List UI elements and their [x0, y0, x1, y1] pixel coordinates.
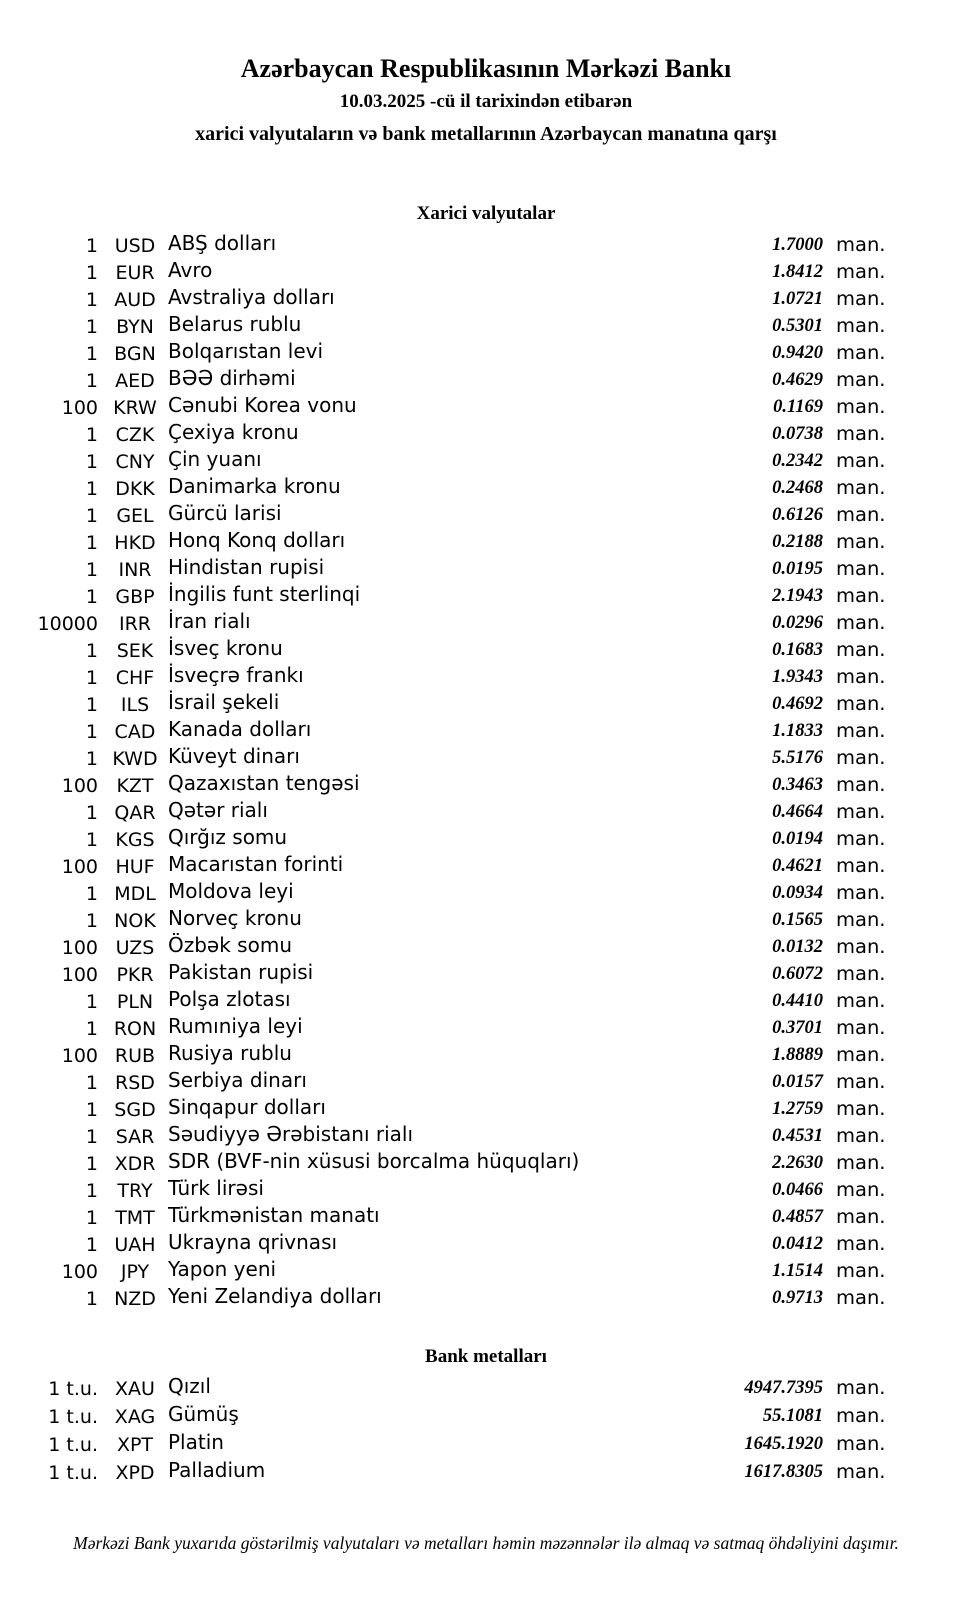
currency-code-cell: EUR: [115, 262, 155, 284]
unit-label-cell: man.: [836, 1232, 886, 1255]
rate-row: [0, 690, 890, 717]
currency-name-cell: Səudiyyə Ərəbistanı rialı: [168, 1122, 414, 1146]
currency-code-cell: HUF: [115, 856, 155, 878]
rate-row: [0, 663, 890, 690]
rate-row: [0, 312, 890, 339]
quantity-cell: 1: [85, 505, 98, 527]
rate-row: [0, 1230, 890, 1257]
unit-label-cell: man.: [836, 773, 886, 796]
quantity-cell: 1: [85, 235, 98, 257]
unit-label-cell: man.: [836, 746, 886, 769]
currency-name-cell: Pakistan rupisi: [168, 960, 314, 984]
currency-name-cell: Gürcü larisi: [168, 501, 282, 525]
currency-code-cell: SEK: [116, 640, 154, 662]
unit-label-cell: man.: [836, 1151, 886, 1174]
quantity-cell: 1: [85, 991, 98, 1013]
unit-label-cell: man.: [836, 1124, 886, 1147]
rate-value-cell: 1.2759: [772, 1099, 823, 1119]
currency-name-cell: Cənubi Korea vonu: [168, 393, 357, 417]
quantity-cell: 1: [85, 586, 98, 608]
unit-label-cell: man.: [836, 1376, 886, 1399]
currency-name-cell: Sinqapur dolları: [168, 1095, 326, 1119]
unit-label-cell: man.: [836, 800, 886, 823]
quantity-cell: 1: [85, 667, 98, 689]
rate-value-cell: 0.0412: [772, 1234, 823, 1254]
unit-label-cell: man.: [836, 341, 886, 364]
rate-row: [0, 771, 890, 798]
currency-name-cell: Moldova leyi: [168, 879, 294, 903]
rate-row: [0, 1402, 890, 1430]
rate-row: [0, 609, 890, 636]
rate-value-cell: 0.4664: [772, 802, 823, 822]
rate-value-cell: 55.1081: [762, 1406, 823, 1426]
rate-value-cell: 1.1833: [772, 721, 823, 741]
currency-name-cell: Türkmənistan manatı: [168, 1203, 380, 1227]
quantity-cell: 1: [85, 1018, 98, 1040]
rate-row: [0, 366, 890, 393]
unit-label-cell: man.: [836, 1404, 886, 1427]
currency-code-cell: CHF: [115, 667, 155, 689]
currency-name-cell: İsveç kronu: [168, 636, 283, 660]
rate-value-cell: 1.9343: [772, 667, 823, 687]
unit-label-cell: man.: [836, 854, 886, 877]
rate-row: [0, 717, 890, 744]
rate-value-cell: 0.5301: [772, 316, 823, 336]
currencies-section-title: Xarici valyutalar: [416, 203, 556, 224]
rate-value-cell: 0.4621: [772, 856, 823, 876]
rate-value-cell: 0.4857: [772, 1207, 823, 1227]
currency-code-cell: CZK: [115, 424, 155, 446]
rate-value-cell: 0.1683: [772, 640, 823, 660]
rate-value-cell: 0.3463: [772, 775, 823, 795]
rate-value-cell: 0.0738: [772, 424, 823, 444]
unit-label-cell: man.: [836, 638, 886, 661]
rate-value-cell: 0.4531: [772, 1126, 823, 1146]
rate-value-cell: 0.6072: [772, 964, 823, 984]
rate-value-cell: 2.1943: [772, 586, 823, 606]
currency-name-cell: SDR (BVF-nin xüsusi borcalma hüquqları): [168, 1149, 580, 1173]
currency-code-cell: KRW: [113, 397, 157, 419]
currency-code-cell: SGD: [114, 1099, 156, 1121]
currency-code-cell: BYN: [116, 316, 154, 338]
rate-row: [0, 1041, 890, 1068]
rate-row: [0, 447, 890, 474]
currency-code-cell: PKR: [116, 964, 154, 986]
currency-code-cell: SAR: [115, 1126, 155, 1148]
currency-name-cell: Türk lirəsi: [168, 1176, 264, 1200]
effective-date: 10.03.2025 -cü il tarixindən etibarən: [339, 91, 633, 112]
quantity-cell: 1: [85, 343, 98, 365]
quantity-cell: 1: [85, 289, 98, 311]
rate-row: [0, 744, 890, 771]
bulletin-header: [0, 0, 972, 146]
unit-label-cell: man.: [836, 1432, 886, 1455]
currency-name-cell: Polşa zlotası: [168, 987, 291, 1011]
currency-name-cell: Qırğız somu: [168, 825, 288, 849]
rate-row: [0, 285, 890, 312]
rate-value-cell: 0.2342: [772, 451, 823, 471]
unit-label-cell: man.: [836, 1097, 886, 1120]
currency-code-cell: INR: [118, 559, 152, 581]
quantity-cell: 1: [85, 262, 98, 284]
quantity-cell: 1: [85, 451, 98, 473]
currency-code-cell: KGS: [115, 829, 155, 851]
rate-value-cell: 0.0194: [772, 829, 823, 849]
metals-section-title: Bank metalları: [425, 1346, 547, 1367]
currency-name-cell: Qızıl: [168, 1374, 211, 1398]
rate-row: [0, 987, 890, 1014]
unit-label-cell: man.: [836, 422, 886, 445]
unit-label-cell: man.: [836, 719, 886, 742]
rate-row: [0, 420, 890, 447]
currency-code-cell: USD: [114, 235, 156, 257]
rate-value-cell: 5.5176: [772, 748, 823, 768]
rate-row: [0, 825, 890, 852]
currency-code-cell: XPD: [115, 1462, 155, 1484]
currencies-section: [0, 202, 972, 1311]
rate-value-cell: 1.8889: [772, 1045, 823, 1065]
rate-row: [0, 393, 890, 420]
rate-row: [0, 879, 890, 906]
unit-label-cell: man.: [836, 449, 886, 472]
currency-name-cell: Serbiya dinarı: [168, 1068, 307, 1092]
quantity-cell: 1: [85, 559, 98, 581]
currency-code-cell: GBP: [115, 586, 155, 608]
rate-value-cell: 1.1514: [772, 1261, 823, 1281]
unit-label-cell: man.: [836, 503, 886, 526]
quantity-cell: 1: [85, 748, 98, 770]
currency-name-cell: Avro: [168, 258, 213, 282]
currency-code-cell: IRR: [118, 613, 151, 635]
unit-label-cell: man.: [836, 1205, 886, 1228]
rate-row: [0, 798, 890, 825]
disclaimer-text: Mərkəzi Bank yuxarıda göstərilmiş valyutaları və metalları həmin məzənnələr ilə almaq və satmaq öhdəliyini daşımır.: [73, 1533, 899, 1553]
rate-row: [0, 1095, 890, 1122]
currency-code-cell: UZS: [115, 937, 155, 959]
quantity-cell: 1: [85, 802, 98, 824]
currency-name-cell: Rumıniya leyi: [168, 1014, 303, 1038]
quantity-cell: 1: [85, 1234, 98, 1256]
rate-row: [0, 474, 890, 501]
rate-row: [0, 1203, 890, 1230]
quantity-cell: 100: [61, 856, 98, 878]
currency-code-cell: CAD: [114, 721, 156, 743]
rate-value-cell: 0.6126: [772, 505, 823, 525]
currency-code-cell: AED: [115, 370, 155, 392]
unit-label-cell: man.: [836, 233, 886, 256]
quantity-cell: 1: [85, 1099, 98, 1121]
rate-row: [0, 501, 890, 528]
rate-row: [0, 1430, 890, 1458]
quantity-cell: 1: [85, 1180, 98, 1202]
metals-section: [0, 1345, 972, 1486]
currency-name-cell: Yeni Zelandiya dolları: [168, 1284, 382, 1308]
currency-code-cell: GEL: [116, 505, 154, 527]
currency-code-cell: RSD: [115, 1072, 155, 1094]
unit-label-cell: man.: [836, 962, 886, 985]
currency-code-cell: NOK: [114, 910, 156, 932]
currency-code-cell: KZT: [116, 775, 154, 797]
quantity-cell: 100: [61, 397, 98, 419]
rate-value-cell: 1.7000: [772, 235, 823, 255]
rate-value-cell: 0.9713: [772, 1288, 823, 1308]
rate-row: [0, 1014, 890, 1041]
currency-code-cell: ILS: [120, 694, 150, 716]
rate-value-cell: 0.1565: [772, 910, 823, 930]
currency-code-cell: QAR: [114, 802, 156, 824]
quantity-cell: 1: [85, 370, 98, 392]
rate-row: [0, 1068, 890, 1095]
rate-value-cell: 0.2188: [772, 532, 823, 552]
currency-name-cell: Norveç kronu: [168, 906, 302, 930]
rate-value-cell: 0.3701: [772, 1018, 823, 1038]
currency-code-cell: PLN: [116, 991, 154, 1013]
quantity-cell: 1 t.u.: [48, 1406, 98, 1428]
currency-code-cell: TRY: [117, 1180, 153, 1202]
rate-row: [0, 1458, 890, 1486]
rate-value-cell: 1617.8305: [744, 1462, 823, 1482]
rate-row: [0, 1374, 890, 1402]
rate-value-cell: 0.4692: [772, 694, 823, 714]
rate-value-cell: 0.0132: [772, 937, 823, 957]
rate-value-cell: 0.0296: [772, 613, 823, 633]
currency-code-cell: DKK: [115, 478, 155, 500]
rate-value-cell: 1.0721: [772, 289, 823, 309]
quantity-cell: 1: [85, 532, 98, 554]
currency-name-cell: Honq Konq dolları: [168, 528, 346, 552]
rate-value-cell: 0.0157: [772, 1072, 823, 1092]
quantity-cell: 10000: [37, 613, 98, 635]
quantity-cell: 1: [85, 478, 98, 500]
currency-name-cell: Macarıstan forinti: [168, 852, 344, 876]
quantity-cell: 1: [85, 1288, 98, 1310]
unit-label-cell: man.: [836, 1286, 886, 1309]
rate-value-cell: 0.0195: [772, 559, 823, 579]
currency-code-cell: BGN: [114, 343, 156, 365]
quantity-cell: 1: [85, 910, 98, 932]
currency-name-cell: Hindistan rupisi: [168, 555, 325, 579]
currency-name-cell: Gümüş: [168, 1402, 239, 1426]
currencies-table: [0, 231, 890, 1311]
rate-value-cell: 0.0466: [772, 1180, 823, 1200]
quantity-cell: 100: [61, 1261, 98, 1283]
unit-label-cell: man.: [836, 1259, 886, 1282]
quantity-cell: 1: [85, 1126, 98, 1148]
currency-name-cell: İran rialı: [168, 609, 251, 633]
currency-name-cell: Qazaxıstan tengəsi: [168, 771, 360, 795]
currency-code-cell: XDR: [114, 1153, 156, 1175]
quantity-cell: 100: [61, 1045, 98, 1067]
unit-label-cell: man.: [836, 611, 886, 634]
unit-label-cell: man.: [836, 908, 886, 931]
quantity-cell: 100: [61, 937, 98, 959]
quantity-cell: 1: [85, 640, 98, 662]
rate-row: [0, 555, 890, 582]
rate-value-cell: 0.1169: [773, 397, 823, 417]
rate-row: [0, 1284, 890, 1311]
currency-code-cell: XAU: [115, 1378, 155, 1400]
currency-name-cell: Rusiya rublu: [168, 1041, 292, 1065]
rate-row: [0, 582, 890, 609]
rate-value-cell: 0.4410: [772, 991, 823, 1011]
currency-name-cell: Belarus rublu: [168, 312, 302, 336]
page-subtitle: xarici valyutaların və bank metallarının Azərbaycan manatına qarşı: [195, 123, 777, 145]
currency-name-cell: Palladium: [168, 1458, 266, 1482]
currency-name-cell: ABŞ dolları: [168, 231, 277, 255]
unit-label-cell: man.: [836, 476, 886, 499]
rate-value-cell: 2.2630: [772, 1153, 823, 1173]
rate-value-cell: 0.0934: [772, 883, 823, 903]
unit-label-cell: man.: [836, 665, 886, 688]
currency-name-cell: Danimarka kronu: [168, 474, 341, 498]
quantity-cell: 1: [85, 829, 98, 851]
unit-label-cell: man.: [836, 314, 886, 337]
currency-code-cell: NZD: [114, 1288, 156, 1310]
unit-label-cell: man.: [836, 827, 886, 850]
quantity-cell: 1: [85, 694, 98, 716]
metals-table: [0, 1374, 890, 1486]
currency-code-cell: KWD: [112, 748, 158, 770]
currency-code-cell: UAH: [114, 1234, 156, 1256]
rate-value-cell: 0.4629: [772, 370, 823, 390]
quantity-cell: 1 t.u.: [48, 1434, 98, 1456]
rate-row: [0, 960, 890, 987]
rate-row: [0, 933, 890, 960]
rate-row: [0, 231, 890, 258]
currency-name-cell: Çexiya kronu: [168, 420, 299, 444]
quantity-cell: 1: [85, 1207, 98, 1229]
quantity-cell: 100: [61, 775, 98, 797]
quantity-cell: 1: [85, 1153, 98, 1175]
currency-code-cell: CNY: [115, 451, 155, 473]
currency-name-cell: Kanada dolları: [168, 717, 312, 741]
page-title: Azərbaycan Respublikasının Mərkəzi Bankı: [240, 54, 732, 83]
quantity-cell: 1 t.u.: [48, 1378, 98, 1400]
unit-label-cell: man.: [836, 287, 886, 310]
unit-label-cell: man.: [836, 530, 886, 553]
unit-label-cell: man.: [836, 881, 886, 904]
rate-row: [0, 1149, 890, 1176]
rate-row: [0, 1122, 890, 1149]
unit-label-cell: man.: [836, 1178, 886, 1201]
rate-row: [0, 528, 890, 555]
currency-code-cell: MDL: [114, 883, 156, 905]
currency-name-cell: Avstraliya dolları: [168, 285, 335, 309]
currency-name-cell: İsrail şekeli: [168, 690, 280, 714]
rate-row: [0, 258, 890, 285]
currency-name-cell: Çin yuanı: [168, 447, 262, 471]
currency-name-cell: BƏƏ dirhəmi: [168, 366, 296, 390]
currency-name-cell: Küveyt dinarı: [168, 744, 300, 768]
currency-code-cell: XAG: [114, 1406, 156, 1428]
rate-value-cell: 1.8412: [772, 262, 823, 282]
unit-label-cell: man.: [836, 260, 886, 283]
currency-name-cell: İsveçrə frankı: [168, 663, 304, 687]
currency-name-cell: Platin: [168, 1430, 224, 1454]
unit-label-cell: man.: [836, 557, 886, 580]
currency-code-cell: RON: [113, 1018, 157, 1040]
quantity-cell: 100: [61, 964, 98, 986]
quantity-cell: 1: [85, 721, 98, 743]
rate-row: [0, 636, 890, 663]
currency-name-cell: Özbək somu: [168, 933, 292, 957]
unit-label-cell: man.: [836, 1043, 886, 1066]
currency-code-cell: TMT: [115, 1207, 155, 1229]
quantity-cell: 1 t.u.: [48, 1462, 98, 1484]
unit-label-cell: man.: [836, 1070, 886, 1093]
bulletin-footer: [0, 1532, 972, 1554]
currency-code-cell: XPT: [116, 1434, 154, 1456]
unit-label-cell: man.: [836, 395, 886, 418]
rate-value-cell: 0.2468: [772, 478, 823, 498]
currency-name-cell: Qətər rialı: [168, 798, 268, 822]
quantity-cell: 1: [85, 883, 98, 905]
quantity-cell: 1: [85, 424, 98, 446]
rate-row: [0, 852, 890, 879]
currency-name-cell: Bolqarıstan levi: [168, 339, 324, 363]
currency-code-cell: RUB: [114, 1045, 156, 1067]
currency-code-cell: HKD: [114, 532, 156, 554]
unit-label-cell: man.: [836, 1016, 886, 1039]
currency-name-cell: İngilis funt sterlinqi: [168, 582, 361, 606]
unit-label-cell: man.: [836, 989, 886, 1012]
rate-row: [0, 1176, 890, 1203]
unit-label-cell: man.: [836, 935, 886, 958]
currency-code-cell: AUD: [114, 289, 156, 311]
currency-code-cell: JPY: [120, 1261, 150, 1283]
rate-row: [0, 339, 890, 366]
rate-value-cell: 0.9420: [772, 343, 823, 363]
unit-label-cell: man.: [836, 1460, 886, 1483]
unit-label-cell: man.: [836, 368, 886, 391]
rate-row: [0, 1257, 890, 1284]
unit-label-cell: man.: [836, 692, 886, 715]
currency-name-cell: Ukrayna qrivnası: [168, 1230, 338, 1254]
quantity-cell: 1: [85, 316, 98, 338]
currency-name-cell: Yapon yeni: [168, 1257, 277, 1281]
rate-value-cell: 4947.7395: [744, 1378, 823, 1398]
unit-label-cell: man.: [836, 584, 886, 607]
quantity-cell: 1: [85, 1072, 98, 1094]
rate-row: [0, 906, 890, 933]
rate-value-cell: 1645.1920: [744, 1434, 823, 1454]
